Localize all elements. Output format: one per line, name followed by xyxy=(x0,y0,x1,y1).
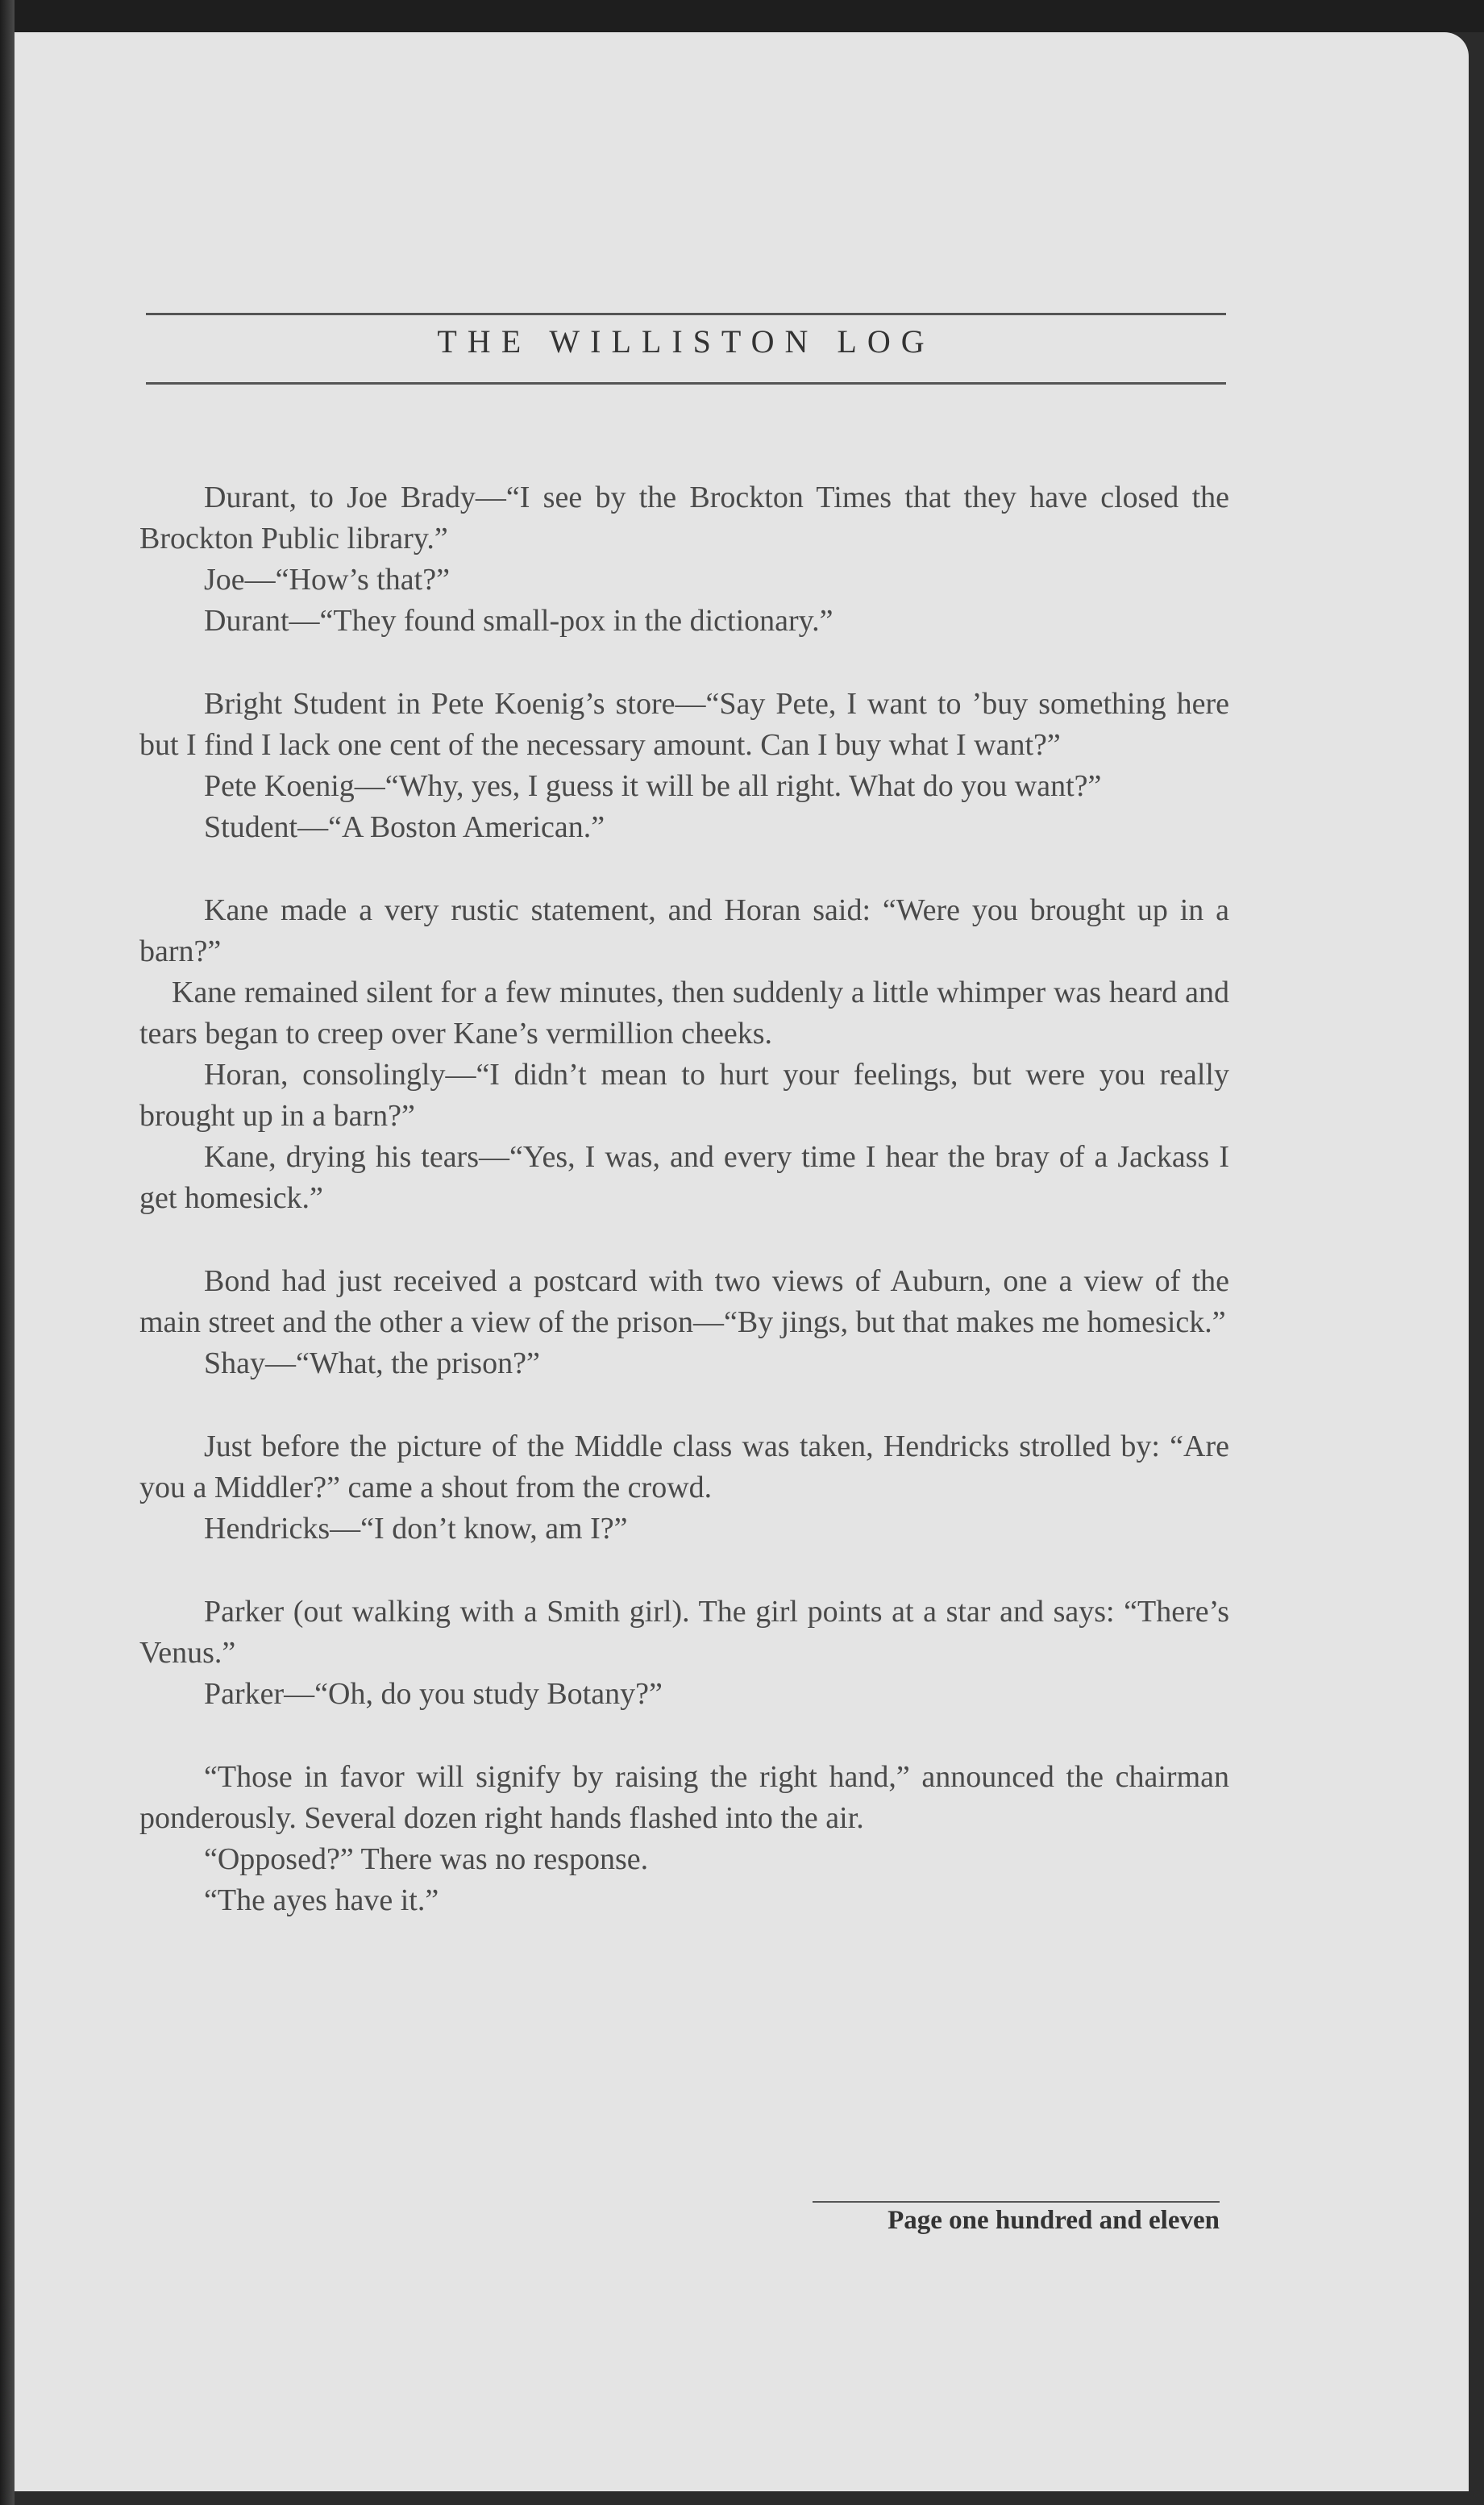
page-title: THE WILLISTON LOG xyxy=(437,323,935,360)
page-number-label: Page one hundred and eleven xyxy=(887,2206,1220,2235)
paragraph: Durant, to Joe Brady—“I see by the Brockton Times that they have closed the Brockton Public library.” xyxy=(139,481,1229,556)
paragraph: Kane made a very rustic statement, and Horan said: “Were you brought up in a barn?” xyxy=(139,893,1229,968)
paragraph: Bond had just received a postcard with two views of Auburn, one a view of the main street and the other a view of the prison—“By jings, but that makes me homesick.” xyxy=(139,1264,1229,1339)
paragraph: Parker—“Oh, do you study Botany?” xyxy=(204,1677,663,1711)
paragraph: Shay—“What, the prison?” xyxy=(204,1346,540,1380)
header-rule-bottom xyxy=(146,382,1226,385)
paragraph: Bright Student in Pete Koenig’s store—“Say Pete, I want to ’buy something here but I find I lack one cent of the necessary amount. Can I buy what I want?” xyxy=(139,687,1229,762)
scan-spine-edge xyxy=(0,0,15,2505)
paragraph: Parker (out walking with a Smith girl). The girl points at a star and says: “There’s Venus.” xyxy=(139,1595,1229,1670)
paragraph: “Those in favor will signify by raising the right hand,” announced the chairman ponderously. Several dozen right hands flashed into the air. xyxy=(139,1760,1229,1835)
paragraph: Joe—“How’s that?” xyxy=(204,563,450,597)
article-body xyxy=(139,435,1229,1921)
paragraph: Kane remained silent for a few minutes, then suddenly a little whimper was heard and tears began to creep over Kane’s vermillion cheeks. xyxy=(139,976,1229,1051)
paragraph: Kane, drying his tears—“Yes, I was, and every time I hear the bray of a Jackass I get homesick.” xyxy=(139,1140,1229,1215)
header-rule-top xyxy=(146,313,1226,315)
paragraph: “The ayes have it.” xyxy=(204,1883,439,1917)
paragraph: “Opposed?” There was no response. xyxy=(204,1842,649,1876)
paragraph: Student—“A Boston American.” xyxy=(204,810,605,844)
footer-rule xyxy=(813,2201,1220,2203)
paragraph: Just before the picture of the Middle class was taken, Hendricks strolled by: “Are you a Middler?” came a shout from the crowd. xyxy=(139,1429,1229,1504)
paragraph: Pete Koenig—“Why, yes, I guess it will be all right. What do you want?” xyxy=(204,769,1102,803)
paragraph: Horan, consolingly—“I didn’t mean to hurt your feelings, but were you really brought up in a barn?” xyxy=(139,1058,1229,1133)
paragraph: Durant—“They found small-pox in the dictionary.” xyxy=(204,604,833,638)
paragraph: Hendricks—“I don’t know, am I?” xyxy=(204,1512,628,1546)
scan-top-edge xyxy=(0,0,1484,32)
